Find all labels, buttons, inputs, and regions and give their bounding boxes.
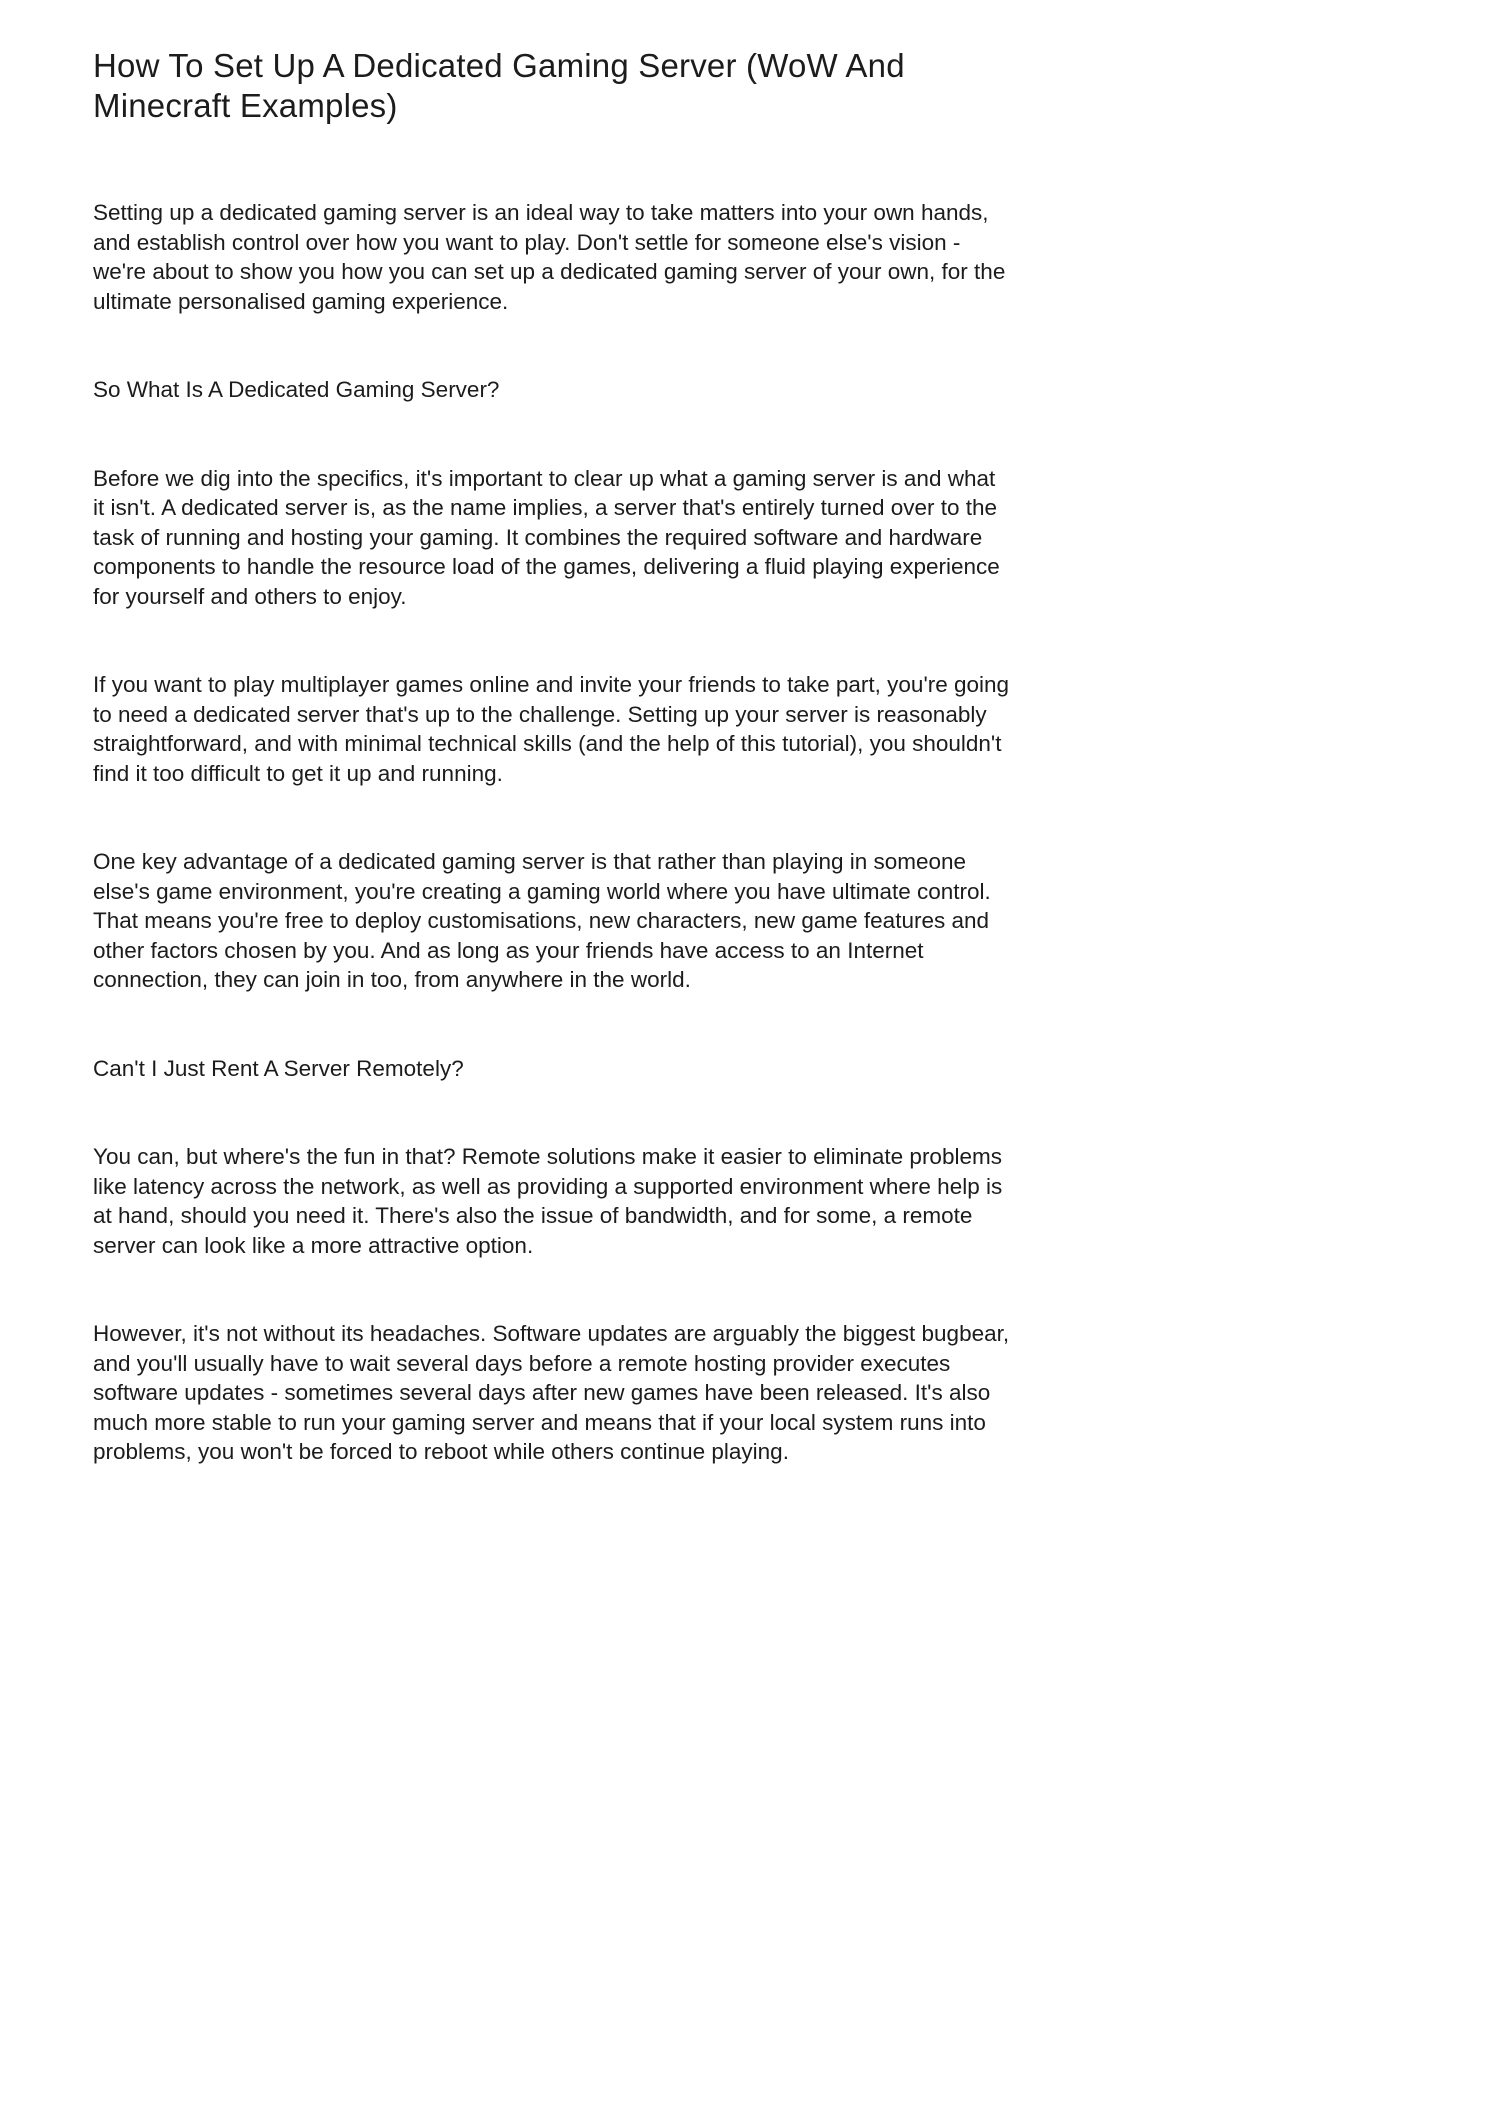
paragraph-multiplayer: If you want to play multiplayer games online and invite your friends to take part, you're going to need a dedicated server that's up to the challenge. Setting up your server is reasonably straightforward, and with minimal technical skills (and the help of this tutorial), you shouldn't find it too difficult to get it up and running. xyxy=(93,672,1010,786)
document-content xyxy=(93,46,1011,1467)
paragraph-remote-solutions: You can, but where's the fun in that? Remote solutions make it easier to eliminate problems like latency across the network, as well as providing a supported environment where help is at hand, should you need it. There's also the issue of bandwidth, and for some, a remote server can look like a more attractive option. xyxy=(93,1144,1003,1258)
paragraph-intro: Setting up a dedicated gaming server is an ideal way to take matters into your own hands, and establish control over how you want to play. Don't settle for someone else's vision - we're about to show you how you can set up a dedicated gaming server of your own, for the ultimate personalised gaming experience. xyxy=(93,200,1006,314)
section-heading-what-is-a-dedicated-gaming-server: So What Is A Dedicated Gaming Server? xyxy=(93,377,500,402)
paragraph-key-advantage: One key advantage of a dedicated gaming server is that rather than playing in someone else's game environment, you're creating a gaming world where you have ultimate control. That means you're free to deploy customisations, new characters, new game features and other factors chosen by you. And as long as your friends have access to an Internet connection, they can join in too, from anywhere in the world. xyxy=(93,849,991,992)
page-title: How To Set Up A Dedicated Gaming Server (WoW And Minecraft Examples) xyxy=(93,47,905,124)
paragraph-remote-headaches: However, it's not without its headaches. Software updates are arguably the biggest bugbear, and you'll usually have to wait several days before a remote hosting provider executes software updates - sometimes several days after new games have been released. It's also much more stable to run your gaming server and means that if your local system runs into problems, you won't be forced to reboot while others continue playing. xyxy=(93,1321,1010,1464)
paragraph-definition: Before we dig into the specifics, it's important to clear up what a gaming server is and what it isn't. A dedicated server is, as the name implies, a server that's entirely turned over to the task of running and hosting your gaming. It combines the required software and hardware components to handle the resource load of the games, delivering a fluid playing experience for yourself and others to enjoy. xyxy=(93,465,1000,609)
section-heading-rent-a-server-remotely: Can't I Just Rent A Server Remotely? xyxy=(93,1055,464,1081)
